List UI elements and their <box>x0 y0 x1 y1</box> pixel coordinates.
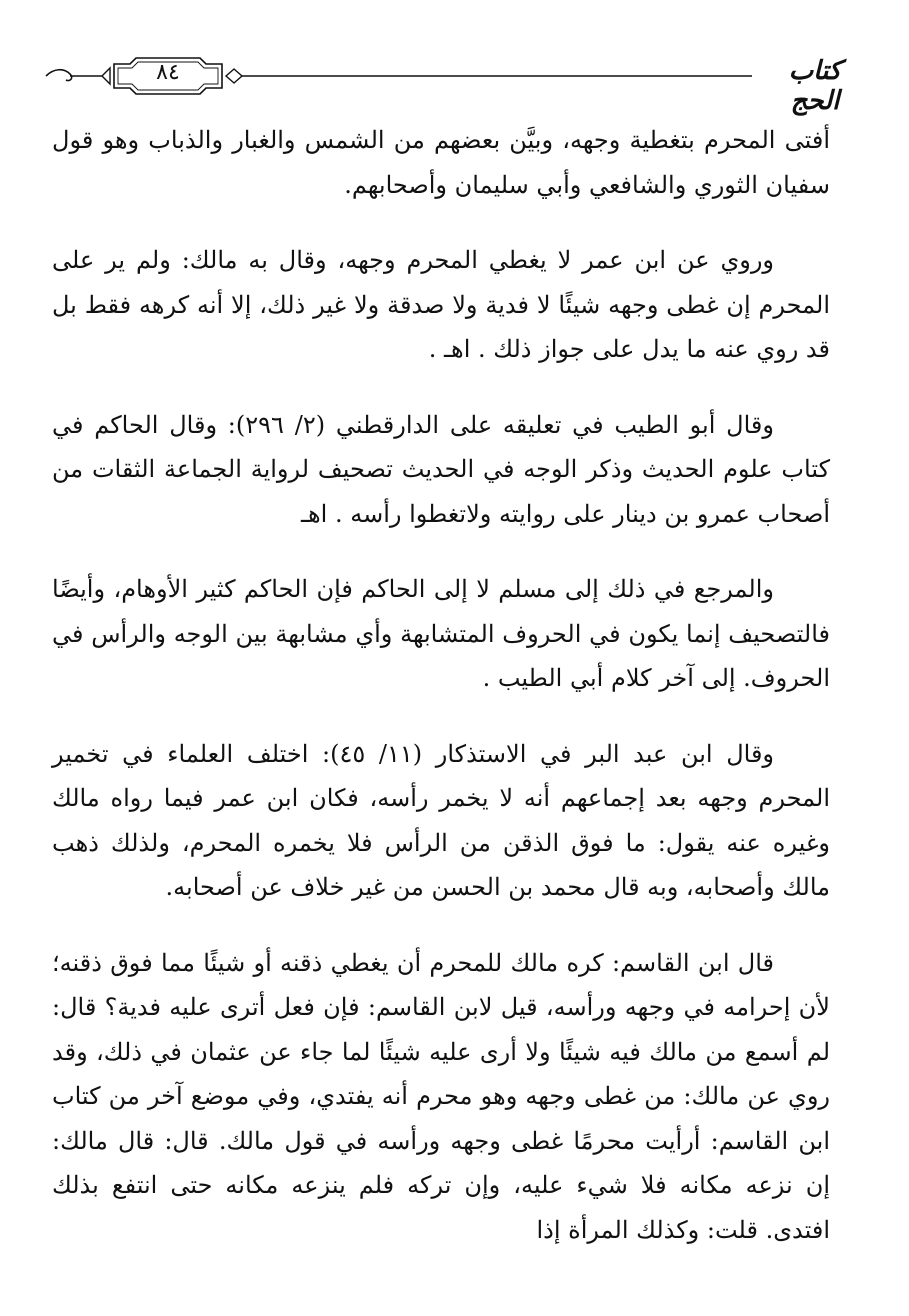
paragraph: وقال أبو الطيب في تعليقه على الدارقطني (٢/ ٢٩٦): وقال الحاكم في كتاب علوم الحديث وذكر الوجه في الحديث تصحيف لرواية الجماعة الثقات من أصحاب عمرو بن دينار على روايته ولاتغطوا رأسه . اهـ <box>52 410 830 528</box>
paragraph: قال ابن القاسم: كره مالك للمحرم أن يغطي ذقنه أو شيئًا مما فوق ذقنه؛ لأن إحرامه في وجهه ورأسه، قيل لابن القاسم: فإن فعل أترى عليه فدية؟ قال: لم أسمع من مالك فيه شيئًا ولا أرى عليه شيئًا لما جاء عن عثمان في ذلك، وقد روي عن مالك: من غطى وجهه وهو محرم أنه يفتدي، وفي موضع آخر من كتاب ابن القاسم: أرأيت محرمًا غطى وجهه ورأسه في قول مالك. قال: قال مالك: إن نزعه مكانه فلا شيء عليه، وإن تركه فلم ينزعه مكانه حتى انتفع بذلك افتدى. قلت: وكذلك المرأة إذا <box>52 948 830 1244</box>
paragraph: وروي عن ابن عمر لا يغطي المحرم وجهه، وقال به مالك: ولم ير على المحرم إن غطى وجهه شيئًا لا فدية ولا صدقة ولا غير ذلك، إلا أنه كرهه فقط بل قد روي عنه ما يدل على جواز ذلك . اهـ . <box>52 246 830 363</box>
paragraph: والمرجع في ذلك إلى مسلم لا إلى الحاكم فإن الحاكم كثير الأوهام، وأيضًا فالتصحيف إنما يكون في الحروف المتشابهة وأي مشابهة بين الوجه والرأس في الحروف. إلى آخر كلام أبي الطيب . <box>52 575 830 692</box>
paragraph: وقال ابن عبد البر في الاستذكار (١١/ ٤٥): اختلف العلماء في تخمير المحرم وجهه بعد إجماعهم أنه لا يخمر رأسه، فكان ابن عمر فيما رواه مالك وغيره عنه يقول: ما فوق الذقن من الرأس فلا يخمره المحرم، ولذلك ذهب مالك وأصحابه، وبه قال محمد بن الحسن من غير خلاف عن أصحابه. <box>52 739 830 901</box>
page-number: ٨٤ <box>156 60 180 85</box>
page-body <box>52 118 830 1252</box>
paragraph: أفتى المحرم بتغطية وجهه، وبيَّن بعضهم من الشمس والغبار والذباب وهو قول سفيان الثوري والشافعي وأبي سليمان وأصحابهم. <box>52 126 830 199</box>
page-header <box>40 52 870 116</box>
book-title: كتاب الحج <box>788 56 842 116</box>
